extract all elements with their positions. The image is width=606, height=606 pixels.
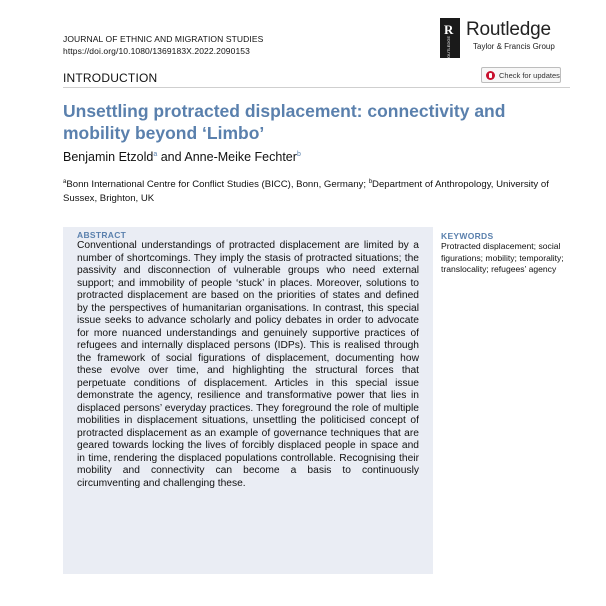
abstract-box [63,227,433,574]
journal-header [63,33,263,57]
check-updates-label: Check for updates [499,71,560,80]
check-for-updates-button[interactable] [481,67,561,83]
article-title: Unsettling protracted displacement: connectivity and mobility beyond ‘Limbo’ [63,101,506,143]
logo-letter: R [444,22,454,37]
publisher-logo[interactable] [440,18,570,61]
logo-mark-text: ROUTLEDGE [446,36,451,61]
check-updates-icon [486,71,495,80]
affiliation-mark: a [153,151,158,158]
doi-link[interactable]: https://doi.org/10.1080/1369183X.2022.2090153 [63,46,250,56]
journal-name: JOURNAL OF ETHNIC AND MIGRATION STUDIES [63,34,264,44]
author-separator: and [160,150,182,164]
publisher-group: Taylor & Francis Group [473,42,555,51]
keywords-label: KEYWORDS [441,231,494,241]
affiliation-mark: b [296,151,301,158]
affiliation-mark: b [368,179,373,185]
section-label: INTRODUCTION [63,71,158,85]
affiliations [63,176,563,205]
affiliation-mark: a [63,179,67,185]
abstract-label: ABSTRACT [77,230,127,240]
keywords-text: Protracted displacement; social figurations; mobility; temporality; translocality; refugees’ agency [441,241,564,274]
affiliation-text: Department of Anthropology, University of Sussex, Brighton, UK [63,179,549,204]
author-name[interactable]: Anne-Meike Fechter [184,150,297,164]
abstract-text: Conventional understandings of protracted displacement are limited by a number of shortcomings. They imply the stasis of protracted situations; the passivity and disconnection of vulnerable groups who need external support; and immobility of people ‘stuck’ in places. Moreover, solutions to protracted displacement are based on the priorities of states and defined by the perspectives of humanitarian organisations. In contrast, this special issue seeks to advance scholarly and policy debates in order to advocate for more nuanced understandings and genuinely supportive practices of refugees and internally displaced persons (IDPs). This is realised through the framework of social figurations of displacement, documenting how these evolve over time, and highlighting the structural forces that perpetuate conditions of displacement. Articles in this special issue demonstrate the agency, resilience and transformative power that lies in displaced persons’ everyday practices. They foreground the role of multiple mobilities in displacement situations, unsettling the politicised concept of protracted displacement as an example of governance techniques that are geared towards locking the lives of forcibly displaced people in space and in time, rendering the displaced populations controllable. Recognising their mobility and connectivity can become a basis to continuously circumventing and challenging these. [77,240,419,489]
routledge-logo-icon [440,18,460,61]
header-divider [63,87,570,88]
affiliation-text: Bonn International Centre for Conflict Studies (BICC), Bonn, Germany; [66,179,369,190]
author-name[interactable]: Benjamin Etzold [63,150,154,164]
publisher-name: Routledge [466,19,551,40]
author-list [63,150,301,164]
